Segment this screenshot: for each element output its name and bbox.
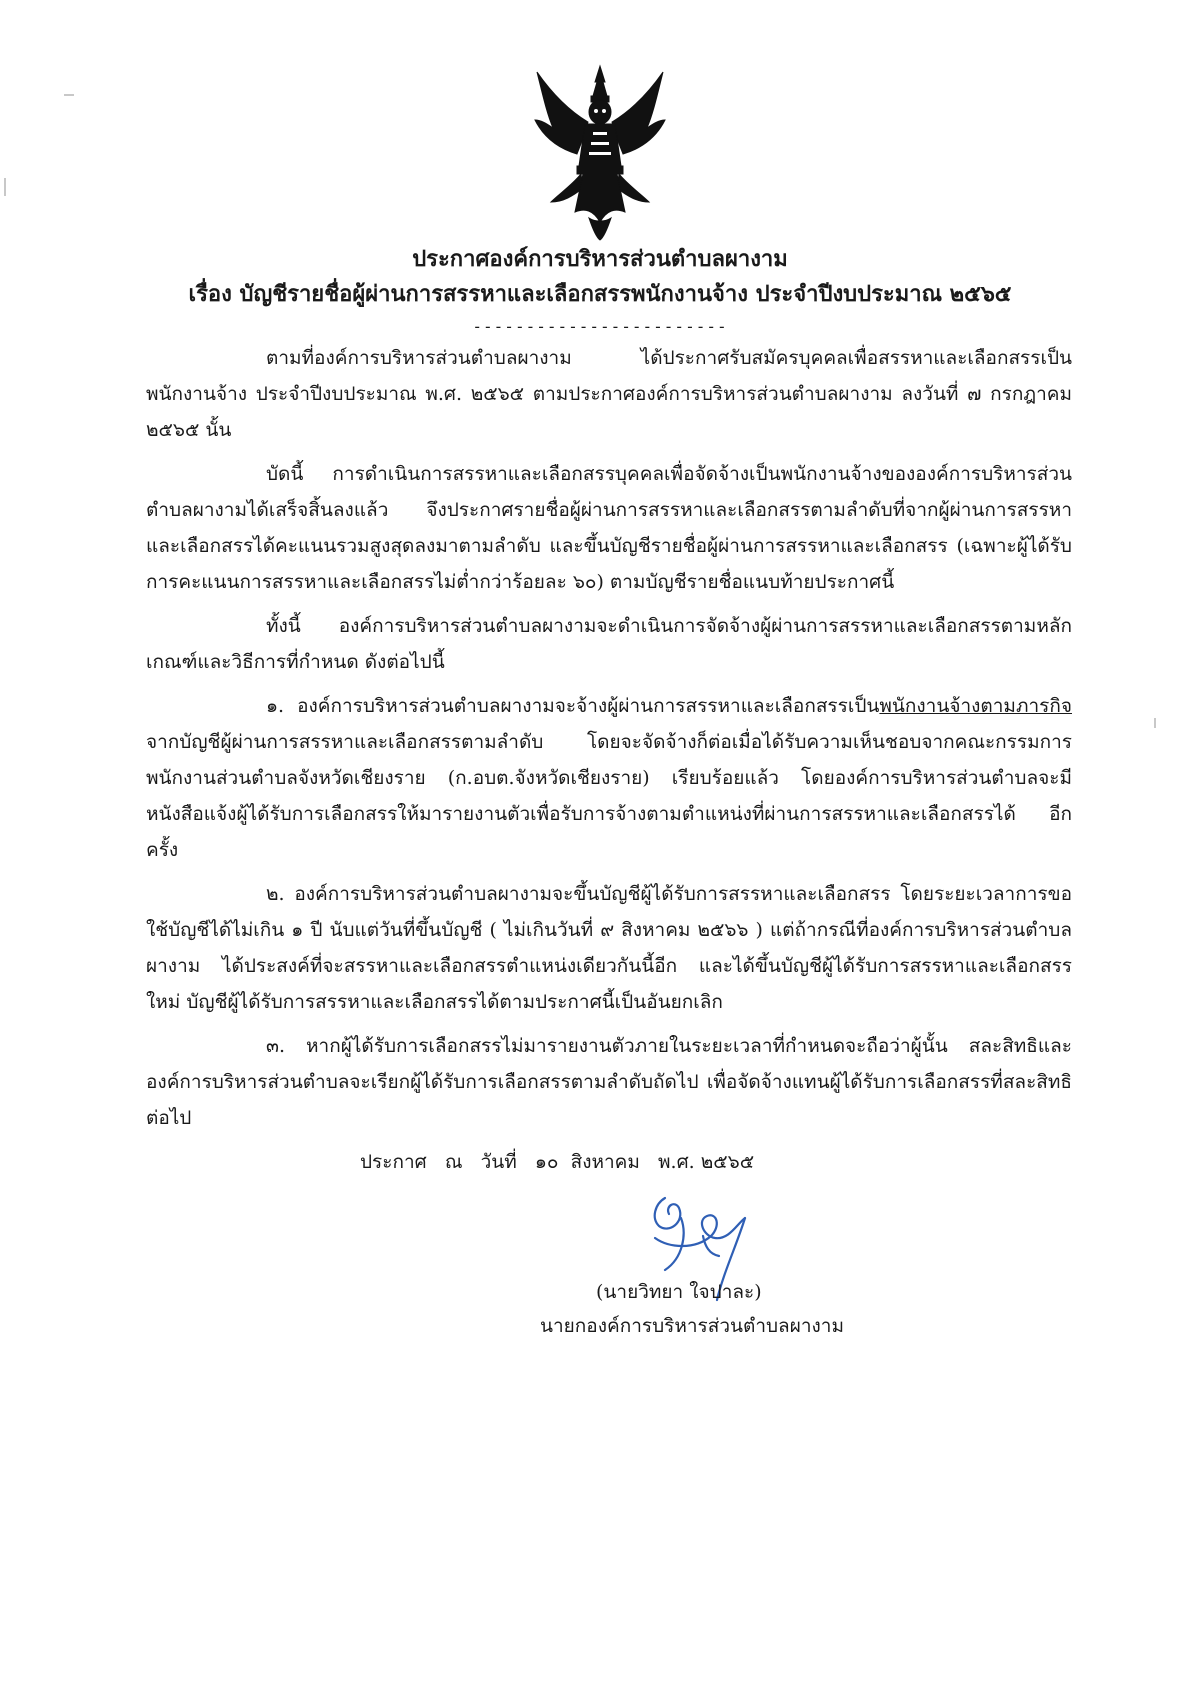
item-1-text-b: จากบัญชีผู้ผ่านการสรรหาและเลือกสรรตามลำดับ โดยจะจัดจ้างก็ต่อเมื่อได้รับความเห็นชอบจากคณะกรรมการพนักงานส่วนตำบลจังหวัดเชียงราย (ก.อบต.จังหวัดเชียงราย) เรียบร้อยแล้ว โดยองค์การบริหารส่วนตำบลจะมีหนังสือแจ้งผู้ได้รับการเลือกสรรให้มารายงานตัวเพื่อรับการจ้างตามตำแหน่งที่ผ่านการสรรหาและเลือกสรรได้ อีกครั้ง (146, 731, 1072, 861)
header-divider: ------------------------ (472, 317, 728, 336)
paragraph-item-2: ๒. องค์การบริหารส่วนตำบลผางามจะขึ้นบัญชีผู้ได้รับการสรรหาและเลือกสรร โดยระยะเวลาการขอใช้บัญชีได้ไม่เกิน ๑ ปี นับแต่วันที่ขึ้นบัญชี ( ไม่เกินวันที่ ๙ สิงหาคม ๒๕๖๖ ) แต่ถ้ากรณีที่องค์การบริหารส่วนตำบลผางาม ได้ประสงค์ที่จะสรรหาและเลือกสรรตำแหน่งเดียวกันนี้อีก และได้ขึ้นบัญชีผู้ได้รับการสรรหาและเลือกสรรใหม่ บัญชีผู้ได้รับการสรรหาและเลือกสรรได้ตามประกาศนี้เป็นอันยกเลิก (146, 883, 1072, 1013)
scan-speck (4, 178, 6, 196)
signer-title: นายกองค์การบริหารส่วนตำบลผางาม (540, 1315, 844, 1337)
announcement-header (0, 242, 1200, 340)
scan-speck (64, 94, 74, 96)
paragraph-intro: ตามที่องค์การบริหารส่วนตำบลผางาม ได้ประกาศรับสมัครบุคคลเพื่อสรรหาและเลือกสรรเป็นพนักงานจ้าง ประจำปีงบประมาณ พ.ศ. ๒๕๖๕ ตามประกาศองค์การบริหารส่วนตำบลผางาม ลงวันที่ ๗ กรกฎาคม ๒๕๖๕ นั้น (146, 347, 1072, 441)
announcement-body (146, 340, 1072, 1144)
scan-speck (1154, 718, 1156, 728)
paragraph-item-1 (146, 688, 1072, 868)
announcement-date: ประกาศ ณ วันที่ ๑๐ สิงหาคม พ.ศ. ๒๕๖๕ (360, 1151, 755, 1173)
item-1-text-a: ๑. องค์การบริหารส่วนตำบลผางามจะจ้างผู้ผ่านการสรรหาและเลือกสรรเป็น (266, 695, 880, 717)
signer-name: (นายวิทยา ใจปาละ) (596, 1281, 762, 1303)
announcement-title: ประกาศองค์การบริหารส่วนตำบลผางาม (412, 246, 788, 272)
garuda-emblem-icon (533, 62, 667, 242)
paragraph-result: บัดนี้ การดำเนินการสรรหาและเลือกสรรบุคคลเพื่อจัดจ้างเป็นพนักงานจ้างขององค์การบริหารส่วนตำบลผางามได้เสร็จสิ้นลงแล้ว จึงประกาศรายชื่อผู้ผ่านการสรรหาและเลือกสรรตามลำดับที่จากผู้ผ่านการสรรหาและเลือกสรรได้คะแนนรวมสูงสุดลงมาตามลำดับ และขึ้นบัญชีรายชื่อผู้ผ่านการสรรหาและเลือกสรร (เฉพาะผู้ได้รับการคะแนนการสรรหาและเลือกสรรไม่ต่ำกว่าร้อยละ ๖๐) ตามบัญชีรายชื่อแนบท้ายประกาศนี้ (146, 463, 1072, 593)
item-1-position-type: พนักงานจ้างตามภารกิจ (879, 695, 1072, 717)
paragraph-item-3: ๓. หากผู้ได้รับการเลือกสรรไม่มารายงานตัวภายในระยะเวลาที่กำหนดจะถือว่าผู้นั้น สละสิทธิและองค์การบริหารส่วนตำบลจะเรียกผู้ได้รับการเลือกสรรตามลำดับถัดไป เพื่อจัดจ้างแทนผู้ได้รับการเลือกสรรที่สละสิทธิต่อไป (146, 1035, 1072, 1129)
announcement-subject: เรื่อง บัญชีรายชื่อผู้ผ่านการสรรหาและเลือกสรรพนักงานจ้าง ประจำปีงบประมาณ ๒๕๖๕ (188, 281, 1012, 307)
paragraph-criteria: ทั้งนี้ องค์การบริหารส่วนตำบลผางามจะดำเนินการจัดจ้างผู้ผ่านการสรรหาและเลือกสรรตามหลักเกณฑ์และวิธีการที่กำหนด ดังต่อไปนี้ (146, 615, 1072, 673)
